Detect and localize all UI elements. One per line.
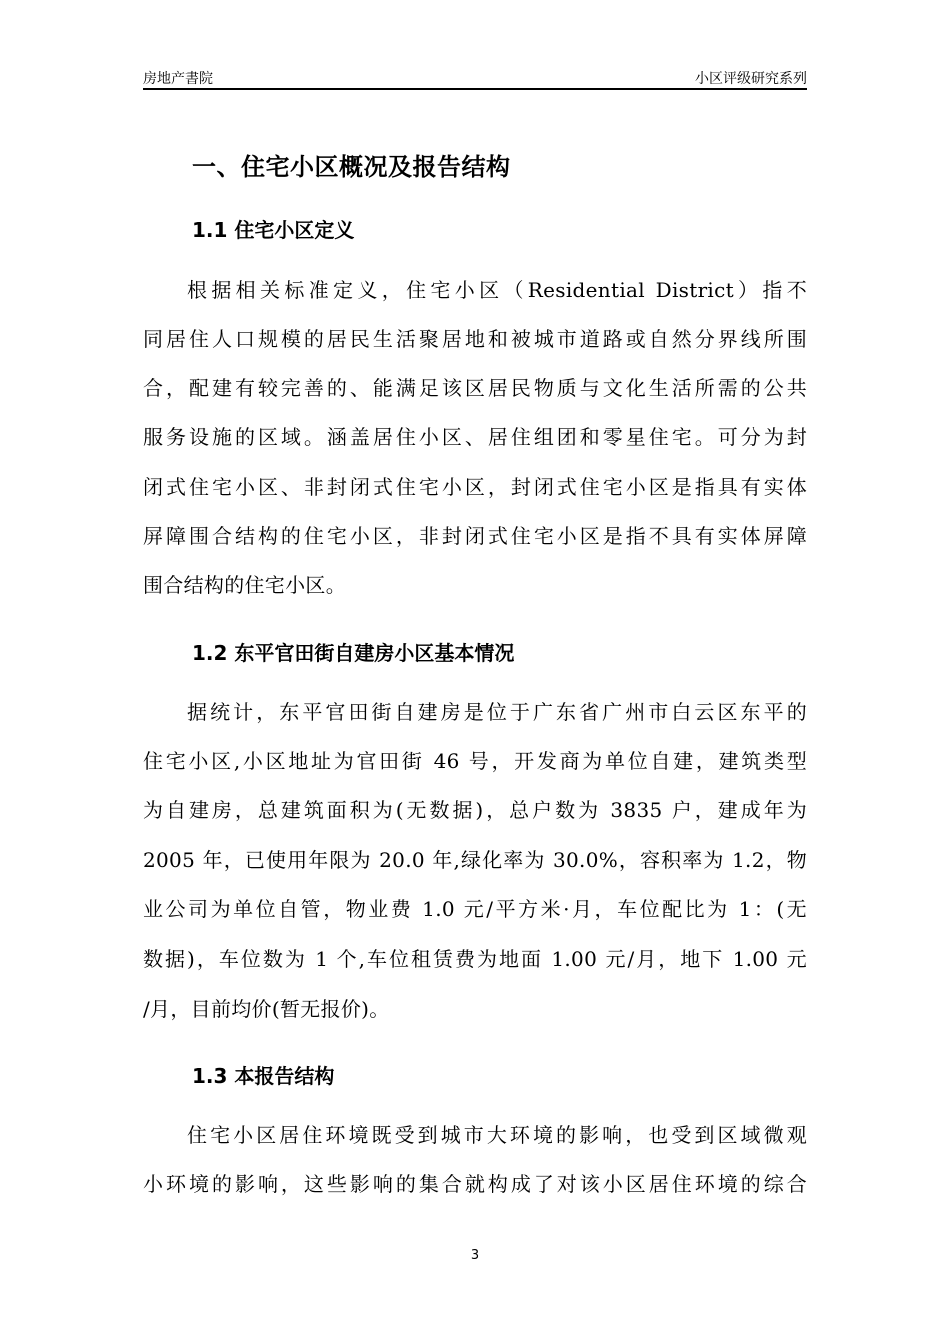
subsection-title-1-3: 1.3 本报告结构 — [192, 1064, 335, 1088]
text-line: 服务设施的区域。涵盖居住小区、居住组团和零星住宅。可分为封 — [143, 425, 807, 449]
text-line: 闭式住宅小区、非封闭式住宅小区，封闭式住宅小区是指具有实体 — [143, 475, 807, 499]
page-header — [143, 66, 807, 90]
header-publisher: 房地产書院 — [143, 71, 213, 87]
text-line: 据统计，东平官田街自建房是位于广东省广州市白云区东平的 — [187, 700, 807, 724]
text-line: 屏障围合结构的住宅小区，非封闭式住宅小区是指不具有实体屏障 — [143, 524, 807, 548]
text-line: 数据)，车位数为 1 个,车位租赁费为地面 1.00 元/月，地下 1.00 元 — [143, 947, 807, 971]
text-line: 合，配建有较完善的、能满足该区居民物质与文化生活所需的公共 — [143, 376, 807, 400]
text-line: 同居住人口规模的居民生活聚居地和被城市道路或自然分界线所围 — [143, 327, 807, 351]
text-line: 根据相关标准定义，住宅小区（Residential District）指不 — [187, 278, 807, 302]
subsection-title-1-1: 1.1 住宅小区定义 — [192, 218, 355, 242]
text-line: /月，目前均价(暂无报价)。 — [143, 997, 390, 1021]
subsection-title-1-2: 1.2 东平官田街自建房小区基本情况 — [192, 641, 515, 665]
text-line: 住宅小区,小区地址为官田街 46 号，开发商为单位自建，建筑类型 — [143, 749, 807, 773]
header-divider — [143, 88, 807, 90]
text-line: 小环境的影响，这些影响的集合就构成了对该小区居住环境的综合 — [143, 1172, 807, 1196]
section-title: 一、住宅小区概况及报告结构 — [192, 153, 511, 181]
text-line: 2005 年，已使用年限为 20.0 年,绿化率为 30.0%，容积率为 1.2，物 — [143, 848, 807, 872]
header-series-title: 小区评级研究系列 — [695, 71, 807, 87]
text-line: 业公司为单位自管，物业费 1.0 元/平方米·月，车位配比为 1：(无 — [143, 897, 807, 921]
text-line: 为自建房，总建筑面积为(无数据)，总户数为 3835 户，建成年为 — [143, 798, 807, 822]
text-line: 围合结构的住宅小区。 — [143, 573, 346, 597]
text-line: 住宅小区居住环境既受到城市大环境的影响，也受到区域微观 — [187, 1123, 807, 1147]
page-number: 3 — [470, 1248, 480, 1263]
